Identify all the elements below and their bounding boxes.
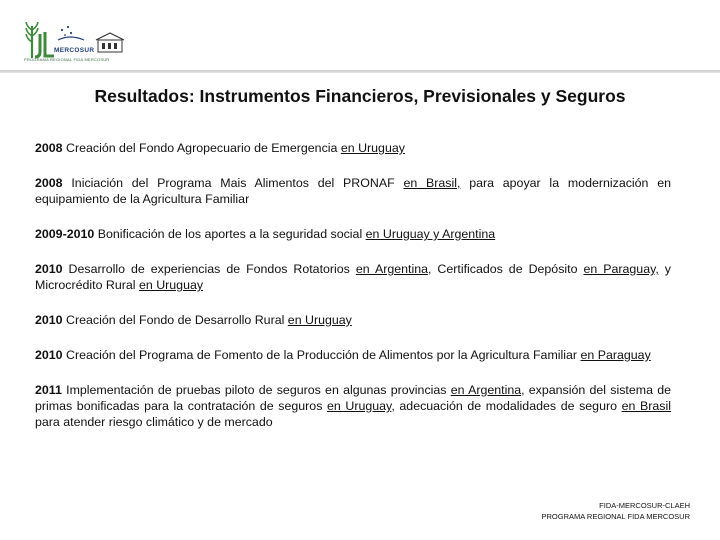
footer — [542, 500, 691, 522]
entry-text: Desarrollo de experiencias de Fondos Rotatorios — [62, 262, 356, 276]
entry-text: Iniciación del Programa Mais Alimentos del PRONAF — [62, 176, 404, 190]
entry-location: en Argentina — [450, 383, 522, 397]
entry-text: , Certificados de Depósito — [427, 262, 584, 276]
entry-location: en Paraguay, — [583, 262, 659, 276]
entry-year: 2011 — [35, 383, 62, 397]
results-list — [35, 140, 671, 449]
list-item — [35, 312, 671, 328]
list-item — [35, 382, 671, 430]
entry-text: Creación del Programa de Fomento de la Producción de Alimentos por la Agricultura Familiar — [62, 348, 581, 362]
fida-mercosur-logo — [24, 18, 134, 62]
page-title: Resultados: Instrumentos Financieros, Previsionales y Seguros — [94, 86, 626, 106]
entry-text: Implementación de pruebas piloto de seguros en algunas provincias — [61, 383, 451, 397]
entry-location: en Uruguay — [287, 313, 352, 327]
entry-text: , adecuación de modalidades de seguro — [391, 399, 622, 413]
entry-location: en Paraguay — [580, 348, 651, 362]
footer-line-1: FIDA-MERCOSUR-CLAEH — [599, 501, 690, 510]
list-item — [35, 226, 671, 242]
entry-location: en Uruguay — [340, 141, 405, 155]
footer-line-2: PROGRAMA REGIONAL FIDA MERCOSUR — [541, 512, 690, 521]
header — [0, 0, 720, 72]
entry-text: y Microcrédito Rural — [35, 262, 671, 292]
entry-text: , expansión del sistema de primas bonificadas para la contratación de seguros — [35, 383, 671, 413]
list-item — [35, 261, 671, 293]
logo-text: MERCOSUR — [54, 47, 95, 54]
entry-text: para apoyar la modernización en equipamiento de la Agricultura Familiar — [35, 176, 671, 206]
entry-text: Creación del Fondo Agropecuario de Emergencia — [62, 141, 341, 155]
list-item — [35, 347, 671, 363]
entry-year: 2008 — [35, 141, 63, 155]
entry-year: 2009-2010 — [35, 227, 95, 241]
entry-location: en Uruguay — [138, 278, 204, 292]
list-item — [35, 175, 671, 207]
entry-location: en Brasil — [621, 399, 671, 413]
logo-graphic — [24, 18, 134, 62]
entry-text: para atender riesgo climático y de mercado — [35, 415, 273, 429]
entry-year: 2008 — [35, 176, 63, 190]
entry-text: Creación del Fondo de Desarrollo Rural — [62, 313, 288, 327]
entry-year: 2010 — [35, 313, 63, 327]
entry-location: en Argentina — [355, 262, 428, 276]
entry-year: 2010 — [35, 262, 63, 276]
entry-year: 2010 — [35, 348, 63, 362]
entry-location: en Uruguay y Argentina — [365, 227, 496, 241]
entry-location: en Brasil, — [403, 176, 461, 190]
list-item — [35, 140, 671, 156]
entry-location: en Uruguay — [327, 399, 392, 413]
entry-text: Bonificación de los aportes a la seguridad social — [94, 227, 366, 241]
logo-caption: PROGRAMA REGIONAL FIDA MERCOSUR — [24, 57, 110, 62]
header-divider — [0, 70, 720, 73]
